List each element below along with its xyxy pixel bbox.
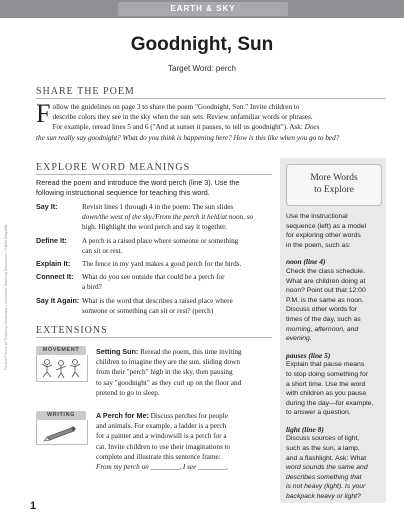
sidebar-title-line-2: to Explore: [314, 185, 354, 195]
extensions-heading: EXTENSIONS: [36, 325, 108, 336]
sidebar-pauses: [286, 351, 382, 418]
row-label-define: Define It:: [36, 235, 67, 245]
light-line-4: word sounds the same and: [286, 464, 368, 472]
explore-rows: [36, 202, 276, 316]
movement-label: MOVEMENT: [36, 346, 86, 355]
noon-line-5: Discuss other words for: [286, 306, 358, 314]
row-say-line-3: high. Highlight the word perch and say it together.: [82, 223, 227, 232]
explore-row-say-again: [36, 296, 276, 316]
writing-icon: [36, 420, 88, 445]
explore-intro-1: Reread the poem and introduce the word perch (line 3). Use the: [36, 178, 240, 187]
share-line-4: the sun really say goodnight? What do you think is happening here? How is this like when you go to bed?: [36, 133, 340, 142]
light-line-2: such as the sun, a lamp,: [286, 445, 360, 453]
light-line-6: is not heavy (light). Is your: [286, 483, 366, 491]
row-connect-line-1: What do you see outside that could be a perch for: [82, 273, 225, 282]
movement-line-2: children to imagine they are the sun, sliding down: [96, 358, 240, 367]
noon-line-7: morning, afternoon, and: [286, 325, 359, 333]
light-head: light (line 8): [286, 424, 324, 434]
pauses-line-3: a short time. Use the word: [286, 380, 366, 388]
drop-cap: F: [36, 99, 51, 128]
sidebar-intro: [286, 212, 382, 250]
pauses-line-1: Explain that pause means: [286, 361, 365, 369]
pencil-icon: [37, 420, 87, 444]
sidebar-content: [286, 212, 382, 502]
movement-line-3: from their "perch" high in the sky, then pausing: [96, 368, 233, 377]
sidebar-intro-3: for exploring other words: [286, 232, 361, 240]
share-body: [36, 99, 386, 143]
noon-line-8: evening.: [286, 335, 312, 343]
sidebar-title-box: [286, 164, 382, 206]
row-label-explain: Explain It:: [36, 259, 71, 269]
writing-line-6: From my perch on ________, I see ________.: [96, 463, 229, 472]
share-line-2: describe colors they see in the sky when the sun sets. Review unfamiliar words or phrases.: [52, 113, 313, 122]
explore-row-say: [36, 202, 276, 233]
side-credit-text: Perfect Poems for Teaching Vocabulary • Scholastic Teaching Resources • © Beth Beguette: [4, 224, 8, 370]
explore-row-explain: [36, 259, 276, 269]
share-line-3: [36, 122, 386, 132]
row-say-again-line-1: What is the word that describes a raised place where: [82, 296, 233, 305]
dancing-figures-icon: [37, 355, 87, 381]
pauses-line-2: to stop doing something for: [286, 370, 368, 378]
sidebar-intro-1: Use the instructional: [286, 213, 348, 220]
sidebar-title-line-1: More Words: [310, 173, 358, 183]
explore-rule: [36, 174, 272, 175]
noon-line-4: P.M. is the same as noon.: [286, 296, 364, 304]
noon-line-2: What are children doing at: [286, 277, 366, 285]
writing-text: [96, 411, 276, 472]
row-say-line-2: down/the west of the sky./From the perch it held/at noon, so: [82, 213, 254, 222]
pauses-line-4: with children as you pause: [286, 390, 367, 398]
share-line-3b: Does: [304, 123, 320, 132]
sidebar-intro-4: in the poem, such as:: [286, 241, 351, 249]
light-line-7: backpack heavy or light?: [286, 493, 361, 501]
row-body-define: [82, 236, 272, 256]
explore-heading: EXPLORE WORD MEANINGS: [36, 162, 191, 173]
writing-title: A Perch for Me:: [96, 411, 149, 420]
share-heading: SHARE THE POEM: [36, 86, 135, 97]
movement-icon: [36, 355, 88, 382]
pauses-line-5: during the day—for example,: [286, 399, 374, 407]
writing-line-4: cat. Invite children to use their imaginations to: [96, 442, 231, 451]
target-word: Target Word: perch: [168, 64, 236, 73]
share-line-1: ollow the guidelines on page 3 to share the poem "Goodnight, Sun." Invite children to: [52, 103, 300, 111]
row-connect-line-2: a bird?: [82, 283, 102, 292]
page-title: Goodnight, Sun: [130, 34, 274, 55]
row-explain-line-1: The fence in my yard makes a good perch for the birds.: [82, 260, 242, 269]
category-label: EARTH & SKY: [118, 2, 288, 16]
row-body-say-again: [82, 296, 272, 316]
sidebar-noon: [286, 257, 382, 343]
row-label-connect: Connect It:: [36, 272, 74, 282]
row-label-say: Say It:: [36, 202, 58, 211]
side-credit: [4, 150, 14, 370]
row-define-line-2: can sit or rest.: [82, 246, 123, 255]
noon-line-1: Check the class schedule.: [286, 267, 365, 275]
movement-text: [96, 347, 276, 398]
explore-intro-2: following instructional sequence for teaching this word.: [36, 188, 210, 198]
extensions-rule: [36, 337, 272, 338]
row-define-line-1: A perch is a raised place where someone or something: [82, 236, 239, 245]
row-say-line-1: Revisit lines 1 through 4 in the poem: The sun slides: [82, 203, 234, 211]
noon-line-3: noon? Point out that 12:00: [286, 287, 366, 295]
explore-row-define: [36, 236, 276, 256]
light-line-1: Discuss sources of light,: [286, 435, 360, 443]
noon-line-6: times of the day, such as: [286, 315, 361, 323]
writing-line-1: Discuss perches for people: [148, 412, 228, 420]
writing-label: WRITING: [36, 411, 86, 420]
movement-line-5: pretend to go to sleep.: [96, 388, 160, 397]
explore-row-connect: [36, 272, 276, 292]
row-body-explain: [82, 259, 272, 269]
row-say-again-line-2: someone or something can sit or rest? (perch): [82, 306, 214, 315]
light-line-3: and a flashlight. Ask: What: [286, 454, 367, 462]
pauses-head: pauses (line 5): [286, 350, 331, 360]
writing-line-5: complete and illustrate this sentence frame:: [96, 452, 221, 461]
movement-line-1: Reread the poem, this time inviting: [138, 348, 242, 356]
share-rule: [36, 98, 386, 99]
writing-line-2: and animals. For example, a ladder is a perch: [96, 422, 227, 431]
sidebar-intro-2: sequence (left) as a model: [286, 222, 367, 230]
row-label-say-again: Say It Again:: [36, 295, 80, 305]
light-line-5: describes something that: [286, 473, 362, 481]
row-body-connect: [82, 272, 272, 292]
row-body-say: [82, 202, 272, 233]
noon-head: noon (line 4): [286, 257, 326, 267]
movement-title: Setting Sun:: [96, 347, 139, 356]
explore-intro: [36, 178, 276, 198]
writing-line-3: for a painter and a windowsill is a perch for a: [96, 432, 227, 441]
movement-line-4: to say "goodnight" as they curl up on the floor and: [96, 378, 242, 387]
page-number: 1: [30, 500, 37, 512]
pauses-line-6: to answer a question.: [286, 409, 351, 417]
sidebar-light: [286, 425, 382, 502]
share-line-3a: For example, reread lines 5 and 6 ("And at sunset it pauses, to tell us goodnight"). Ask:: [52, 123, 303, 132]
